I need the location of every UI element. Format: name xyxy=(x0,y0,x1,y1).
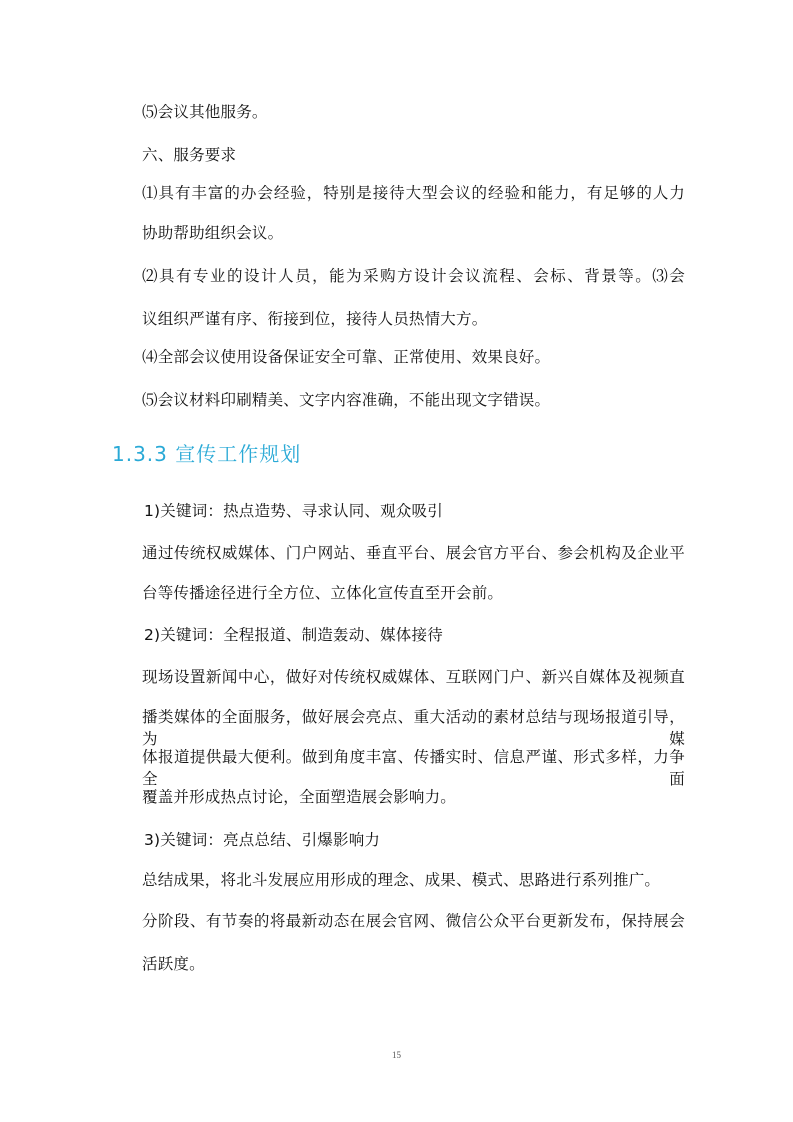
keyword-line-1: 1)关键词：热点造势、寻求认同、观众吸引 xyxy=(144,502,443,520)
keyword-line-3: 3)关键词：亮点总结、引爆影响力 xyxy=(144,831,381,849)
text-line-req-2a: ⑵具有专业的设计人员，能为采购方设计会议流程、会标、背景等。⑶会 xyxy=(142,267,685,285)
text-line-service-5: ⑸会议其他服务。 xyxy=(142,103,268,121)
text-line-req-4: ⑷全部会议使用设备保证安全可靠、正常使用、效果良好。 xyxy=(142,348,551,366)
section-heading: 1.3.3 宣传工作规划 xyxy=(112,442,302,466)
paragraph-2-line-3: 体报道提供最大便利。做到角度丰富、传播实时、信息严谨、形式多样，力争全面 xyxy=(142,748,685,788)
paragraph-3-line-1: 总结成果，将北斗发展应用形成的理念、成果、模式、思路进行系列推广。 xyxy=(142,871,661,889)
section-title-service-requirements: 六、服务要求 xyxy=(142,146,237,164)
paragraph-2-line-4: 覆盖并形成热点讨论，全面塑造展会影响力。 xyxy=(142,788,457,806)
paragraph-2-line-1: 现场设置新闻中心，做好对传统权威媒体、互联网门户、新兴自媒体及视频直 xyxy=(142,668,685,686)
paragraph-4-line-2: 活跃度。 xyxy=(142,955,205,973)
paragraph-1-line-2: 台等传播途径进行全方位、立体化宣传直至开会前。 xyxy=(142,584,504,602)
text-line-req-1b: 协助帮助组织会议。 xyxy=(142,224,284,242)
paragraph-4-line-1: 分阶段、有节奏的将最新动态在展会官网、微信公众平台更新发布，保持展会 xyxy=(142,912,685,930)
text-line-req-2b: 议组织严谨有序、衔接到位，接待人员热情大方。 xyxy=(142,310,488,328)
text-line-req-5: ⑸会议材料印刷精美、文字内容准确，不能出现文字错误。 xyxy=(142,391,551,409)
paragraph-2-line-2: 播类媒体的全面服务，做好展会亮点、重大活动的素材总结与现场报道引导，为媒 xyxy=(142,708,685,748)
keyword-line-2: 2)关键词：全程报道、制造轰动、媒体接待 xyxy=(144,626,443,644)
paragraph-1-line-1: 通过传统权威媒体、门户网站、垂直平台、展会官方平台、参会机构及企业平 xyxy=(142,544,685,562)
text-line-req-1a: ⑴具有丰富的办会经验，特别是接待大型会议的经验和能力，有足够的人力 xyxy=(142,184,685,202)
page-number: 15 xyxy=(392,1050,401,1060)
